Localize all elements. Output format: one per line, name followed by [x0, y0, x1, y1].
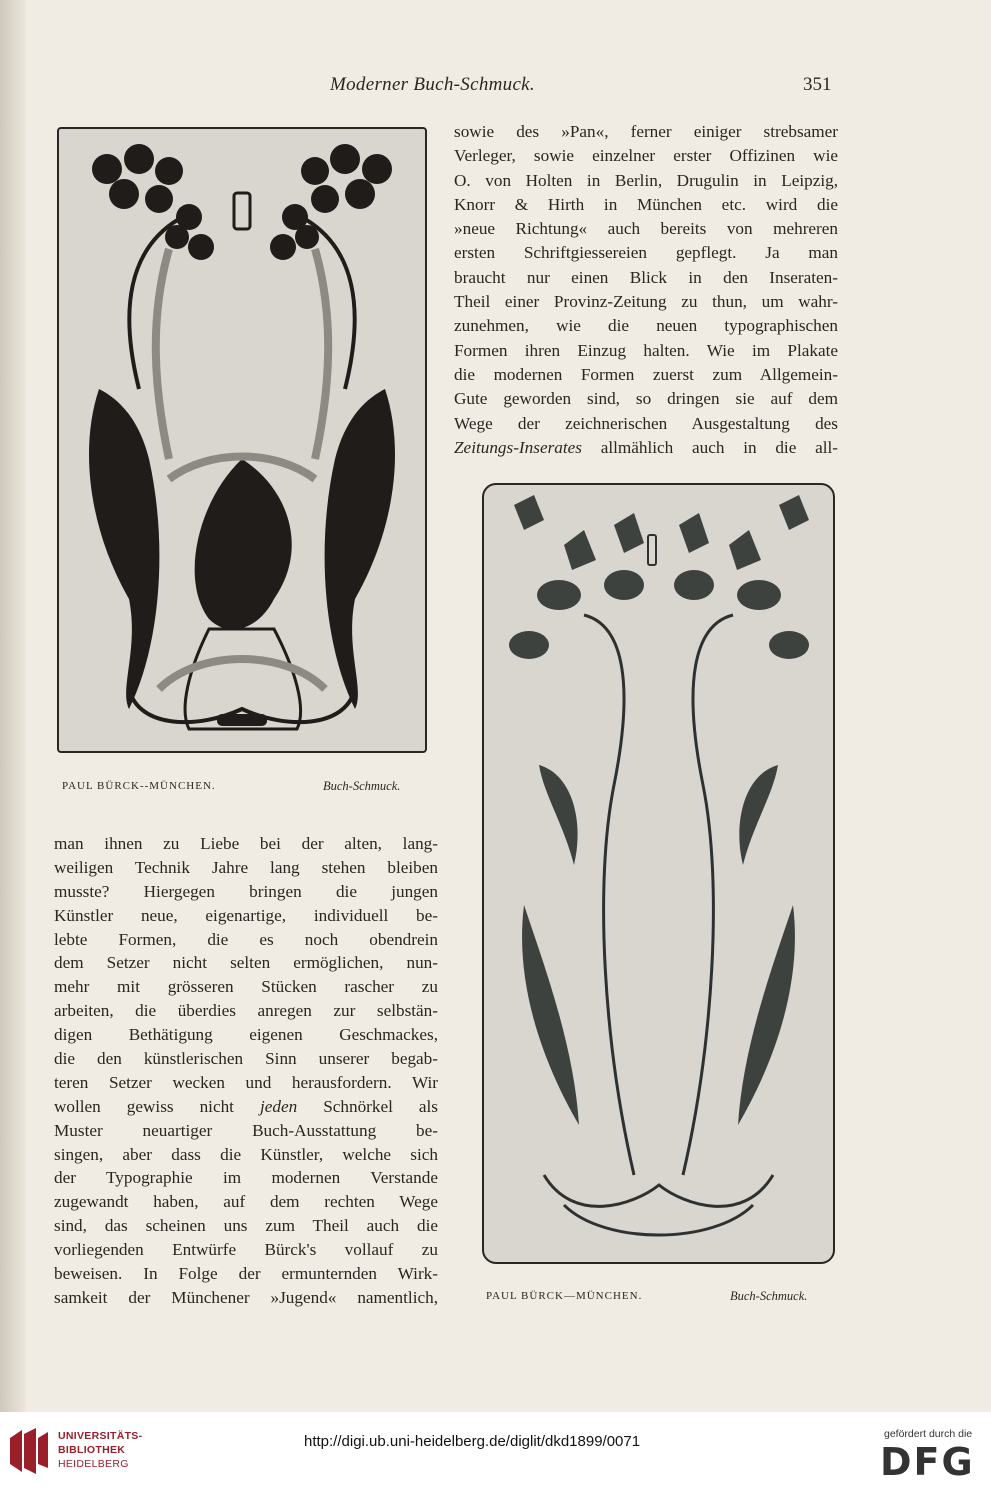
text-fragment: wollen gewiss nicht	[54, 1096, 260, 1116]
text-fragment: allmählich auch in die all-	[581, 437, 838, 457]
text-line: zunehmen, wie die neuen typographischen	[454, 316, 838, 336]
floral-ornament-illustration	[59, 129, 425, 751]
university-library-logo-icon[interactable]	[8, 1428, 50, 1474]
text-line: arbeiten, die überdies anregen zur selbstän-	[54, 1001, 438, 1021]
text-line: Wege der zeichnerischen Ausgestaltung des	[454, 413, 838, 433]
funding-label: gefördert durch die	[884, 1428, 973, 1440]
text-line: sowie des »Pan«, ferner einiger strebsamer	[454, 122, 838, 141]
ornament-plate-2	[482, 483, 835, 1264]
text-line: Muster neuartiger Buch-Ausstattung be-	[54, 1120, 438, 1140]
italic-term: Zeitungs-Inserates	[454, 437, 582, 457]
text-fragment: Schnörkel als	[297, 1096, 438, 1116]
text-line: vorliegenden Entwürfe Bürck's vollauf zu	[54, 1240, 438, 1260]
text-line: Formen ihren Einzug halten. Wie im Plakate	[454, 340, 838, 360]
floral-ornament-illustration	[484, 485, 833, 1262]
library-name-line-2: BIBLIOTHEK	[58, 1444, 126, 1456]
text-line: Künstler neue, eigenartige, individuell be-	[54, 905, 438, 925]
text-line: dem Setzer nicht selten ermöglichen, nun-	[54, 953, 438, 973]
text-line: weiligen Technik Jahre lang stehen bleiben	[54, 857, 438, 877]
text-line: die modernen Formen zuerst zum Allgemein-	[454, 364, 838, 384]
text-line: sind, das scheinen uns zum Theil auch die	[54, 1216, 438, 1236]
plate-2-caption-title: Buch-Schmuck.	[730, 1289, 808, 1303]
text-line: beweisen. In Folge der ermunternden Wirk-	[54, 1264, 438, 1284]
text-line: ersten Schriftgiessereien gepflegt. Ja man	[454, 243, 838, 263]
text-line: braucht nur einen Blick in den Inseraten-	[454, 267, 838, 287]
text-line: »neue Richtung« auch bereits von mehreren	[454, 219, 838, 239]
dfg-logo[interactable]: DFG	[880, 1440, 975, 1484]
text-line: zugewandt haben, auf dem rechten Wege	[54, 1192, 438, 1212]
text-line-with-italic	[54, 1095, 438, 1119]
page-number: 351	[803, 74, 832, 95]
text-line: musste? Hiergegen bringen die jungen	[54, 881, 438, 901]
text-line: der Typographie im modernen Verstande	[54, 1168, 438, 1188]
text-line: Verleger, sowie einzelner erster Offizinen wie	[454, 146, 838, 166]
left-text-column	[54, 832, 438, 1310]
library-name-line-3: HEIDELBERG	[58, 1458, 129, 1470]
text-line: digen Bethätigung eigenen Geschmackes,	[54, 1025, 438, 1045]
text-line: Theil einer Provinz-Zeitung zu thun, um wahr-	[454, 292, 838, 312]
permalink-url[interactable]: http://digi.ub.uni-heidelberg.de/diglit/dkd1899/0071	[304, 1433, 641, 1450]
plate-1-caption-artist: PAUL BÜRCK--MÜNCHEN.	[62, 780, 216, 792]
right-text-column	[454, 120, 838, 460]
text-line: lebte Formen, die es noch obendrein	[54, 929, 438, 949]
plate-1-caption-title: Buch-Schmuck.	[323, 779, 401, 793]
plate-2-caption-artist: PAUL BÜRCK—MÜNCHEN.	[486, 1290, 643, 1302]
italic-term: jeden	[259, 1096, 298, 1116]
ornament-plate-1	[57, 127, 427, 753]
text-line: O. von Holten in Berlin, Drugulin in Leipzig,	[454, 170, 838, 190]
text-line: mehr mit grösseren Stücken rascher zu	[54, 977, 438, 997]
library-name-line-1: UNIVERSITÄTS-	[58, 1430, 143, 1442]
text-line: teren Setzer wecken und herausfordern. Wir	[54, 1072, 438, 1092]
text-line: singen, aber dass die Künstler, welche sich	[54, 1144, 438, 1164]
text-line: man ihnen zu Liebe bei der alten, lang-	[54, 834, 438, 853]
text-line: samkeit der Münchener »Jugend« namentlich,	[54, 1287, 438, 1307]
text-line: Gute geworden sind, so dringen sie auf dem	[454, 389, 838, 409]
text-line-last	[454, 436, 838, 460]
running-title: Moderner Buch-Schmuck.	[330, 74, 535, 95]
text-line: die den künstlerischen Sinn unserer begab-	[54, 1049, 438, 1069]
text-line: Knorr & Hirth in München etc. wird die	[454, 194, 838, 214]
